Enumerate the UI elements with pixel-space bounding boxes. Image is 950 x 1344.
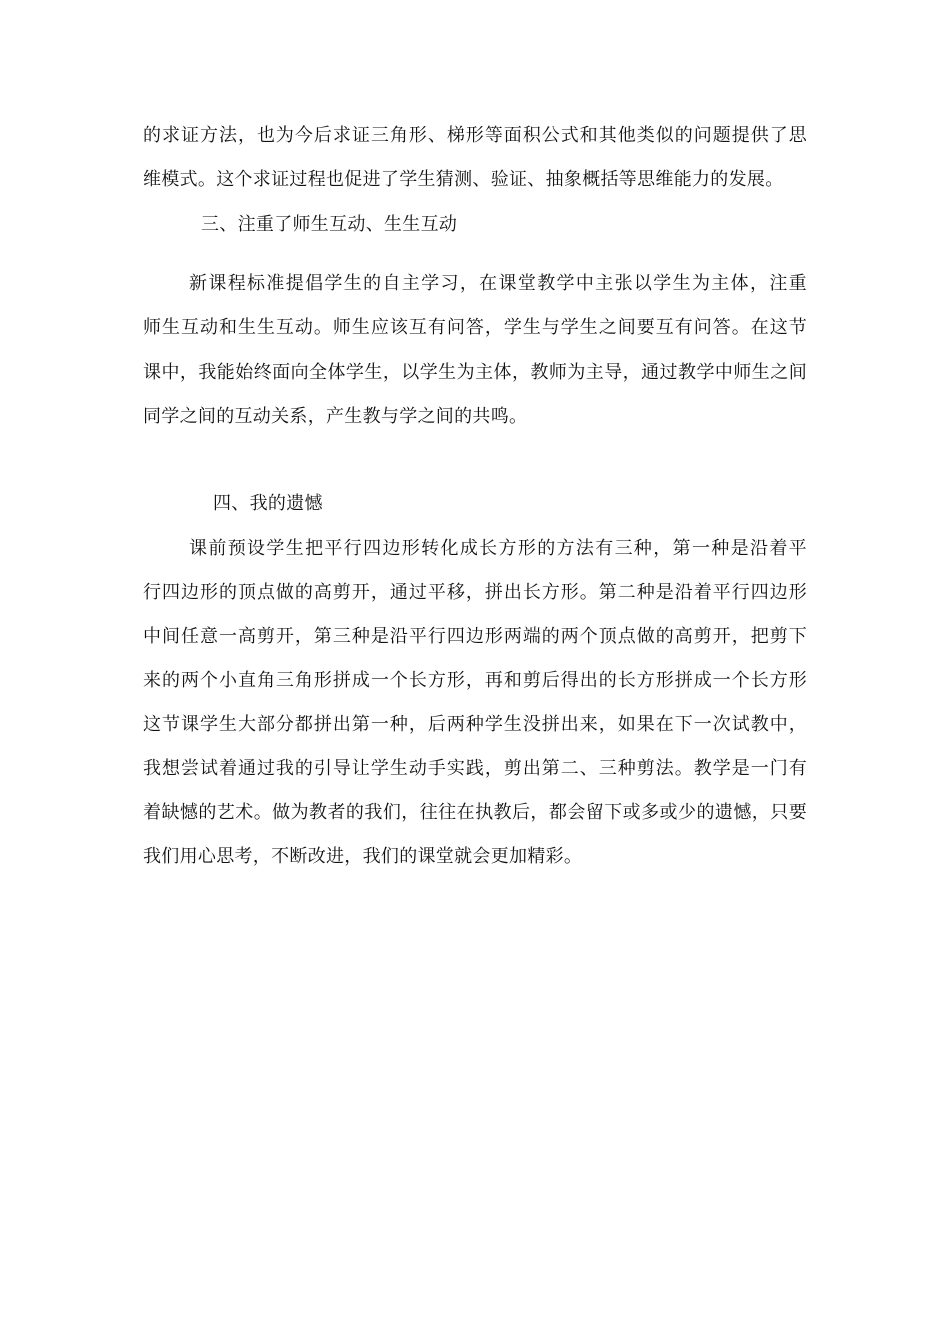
paragraph-line: 我们用心思考，不断改进，我们的课堂就会更加精彩。: [143, 846, 583, 867]
paragraph-line: 的求证方法，也为今后求证三角形、梯形等面积公式和其他类似的问题提供了思: [143, 125, 807, 146]
paragraph-line: 我想尝试着通过我的引导让学生动手实践，剪出第二、三种剪法。教学是一门有: [143, 758, 807, 779]
section-heading: 三、注重了师生互动、生生互动: [201, 214, 458, 235]
paragraph-line: 来的两个小直角三角形拼成一个长方形，再和剪后得出的长方形拼成一个长方形: [143, 670, 807, 691]
paragraph-line: 维模式。这个求证过程也促进了学生猜测、验证、抽象概括等思维能力的发展。: [143, 169, 784, 190]
paragraph-line: 着缺憾的艺术。做为教者的我们，往往在执教后，都会留下或多或少的遗憾，只要: [143, 802, 807, 823]
section-heading: 四、我的遗憾: [213, 493, 323, 514]
paragraph-line: 同学之间的互动关系，产生教与学之间的共鸣。: [143, 406, 528, 427]
paragraph-line: 师生互动和生生互动。师生应该互有问答，学生与学生之间要互有问答。在这节: [143, 317, 807, 338]
paragraph-line: 行四边形的顶点做的高剪开，通过平移，拼出长方形。第二种是沿着平行四边形: [143, 582, 807, 603]
paragraph-line: 新课程标准提倡学生的自主学习，在课堂教学中主张以学生为主体，注重: [189, 273, 807, 294]
paragraph-line: 这节课学生大部分都拼出第一种，后两种学生没拼出来，如果在下一次试教中，: [143, 714, 807, 735]
paragraph-line: 课中，我能始终面向全体学生，以学生为主体，教师为主导，通过教学中师生之间: [143, 362, 807, 383]
paragraph-line: 课前预设学生把平行四边形转化成长方形的方法有三种，第一种是沿着平: [189, 538, 807, 559]
paragraph-line: 中间任意一高剪开，第三种是沿平行四边形两端的两个顶点做的高剪开，把剪下: [143, 626, 807, 647]
